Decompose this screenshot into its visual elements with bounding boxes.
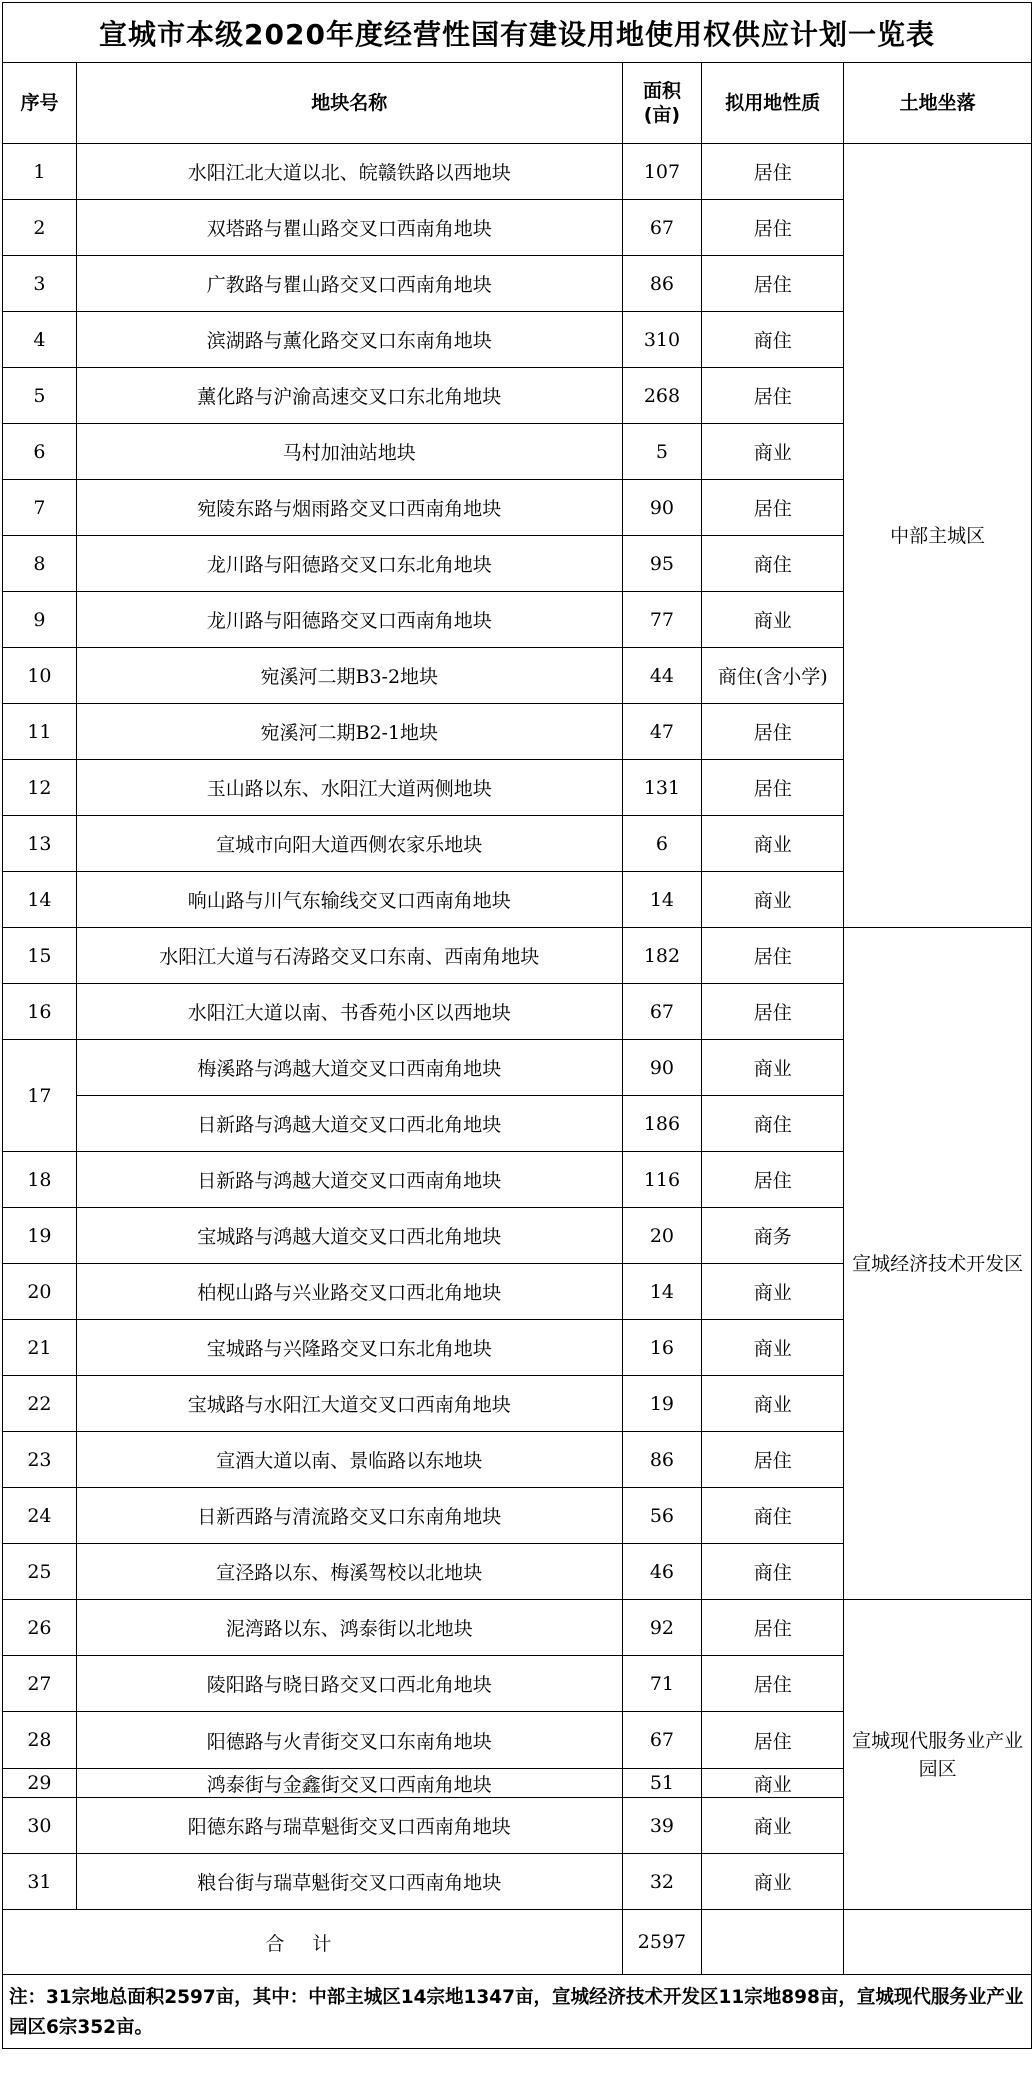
row-use: 商务 — [702, 1208, 844, 1264]
row-use: 商业 — [702, 1376, 844, 1432]
row-name: 阳德东路与瑞草魁街交叉口西南角地块 — [76, 1798, 622, 1854]
row-area: 6 — [622, 816, 702, 872]
row-area: 310 — [622, 312, 702, 368]
row-seq: 29 — [3, 1769, 77, 1798]
row-use: 居住 — [702, 928, 844, 984]
row-seq: 10 — [3, 648, 77, 704]
row-area: 44 — [622, 648, 702, 704]
row-use: 居住 — [702, 256, 844, 312]
row-use: 商业 — [702, 1040, 844, 1096]
row-use: 商住(含小学) — [702, 648, 844, 704]
row-name: 宝城路与兴隆路交叉口东北角地块 — [76, 1320, 622, 1376]
row-name: 宣酒大道以南、景临路以东地块 — [76, 1432, 622, 1488]
row-name: 泥湾路以东、鸿泰街以北地块 — [76, 1600, 622, 1656]
total-use-empty — [702, 1910, 844, 1975]
row-use: 居住 — [702, 480, 844, 536]
row-use: 商业 — [702, 1854, 844, 1910]
row-name: 薰化路与沪渝高速交叉口东北角地块 — [76, 368, 622, 424]
row-seq: 26 — [3, 1600, 77, 1656]
row-seq: 1 — [3, 144, 77, 200]
row-area: 77 — [622, 592, 702, 648]
row-area: 182 — [622, 928, 702, 984]
row-area: 51 — [622, 1769, 702, 1798]
row-area: 131 — [622, 760, 702, 816]
row-name: 广教路与瞿山路交叉口西南角地块 — [76, 256, 622, 312]
row-area: 268 — [622, 368, 702, 424]
row-seq: 22 — [3, 1376, 77, 1432]
row-seq: 27 — [3, 1656, 77, 1712]
row-area: 67 — [622, 200, 702, 256]
row-name: 宛溪河二期B2-1地块 — [76, 704, 622, 760]
row-name: 宝城路与鸿越大道交叉口西北角地块 — [76, 1208, 622, 1264]
total-label — [3, 1910, 623, 1975]
row-use: 商业 — [702, 424, 844, 480]
row-name: 龙川路与阳德路交叉口东北角地块 — [76, 536, 622, 592]
header-area-line1: 面积 — [642, 80, 681, 102]
row-name: 响山路与川气东输线交叉口西南角地块 — [76, 872, 622, 928]
row-location-econ: 宣城经济技术开发区 — [844, 928, 1032, 1600]
row-seq: 31 — [3, 1854, 77, 1910]
row-name: 日新西路与清流路交叉口东南角地块 — [76, 1488, 622, 1544]
row-use: 商业 — [702, 1320, 844, 1376]
land-supply-sheet — [2, 2, 1032, 2049]
row-seq: 14 — [3, 872, 77, 928]
header-use: 拟用地性质 — [702, 63, 844, 144]
row-seq: 6 — [3, 424, 77, 480]
row-area: 67 — [622, 1712, 702, 1769]
row-use: 居住 — [702, 144, 844, 200]
row-area: 16 — [622, 1320, 702, 1376]
row-use: 商住 — [702, 312, 844, 368]
row-name: 粮台街与瑞草魁街交叉口西南角地块 — [76, 1854, 622, 1910]
row-area: 186 — [622, 1096, 702, 1152]
row-seq: 11 — [3, 704, 77, 760]
row-area: 116 — [622, 1152, 702, 1208]
row-area: 71 — [622, 1656, 702, 1712]
row-use: 商业 — [702, 1769, 844, 1798]
row-use: 商业 — [702, 1798, 844, 1854]
row-area: 46 — [622, 1544, 702, 1600]
row-use: 商住 — [702, 1488, 844, 1544]
row-seq: 3 — [3, 256, 77, 312]
row-seq: 12 — [3, 760, 77, 816]
row-seq: 18 — [3, 1152, 77, 1208]
row-use: 商业 — [702, 816, 844, 872]
row-area: 14 — [622, 1264, 702, 1320]
row-use: 商住 — [702, 1096, 844, 1152]
row-seq: 25 — [3, 1544, 77, 1600]
row-seq: 8 — [3, 536, 77, 592]
row-seq: 15 — [3, 928, 77, 984]
row-name: 日新路与鸿越大道交叉口西北角地块 — [76, 1096, 622, 1152]
row-name: 柏枧山路与兴业路交叉口西北角地块 — [76, 1264, 622, 1320]
row-seq: 4 — [3, 312, 77, 368]
row-name: 水阳江北大道以北、皖赣铁路以西地块 — [76, 144, 622, 200]
row-name: 滨湖路与薰化路交叉口东南角地块 — [76, 312, 622, 368]
row-area: 90 — [622, 1040, 702, 1096]
land-supply-table — [2, 62, 1032, 1975]
total-area: 2597 — [622, 1910, 702, 1975]
row-area: 14 — [622, 872, 702, 928]
table-header-row — [3, 63, 1032, 144]
row-use: 商住 — [702, 536, 844, 592]
row-seq: 9 — [3, 592, 77, 648]
row-use: 商业 — [702, 1264, 844, 1320]
row-use: 商住 — [702, 1544, 844, 1600]
row-name: 龙川路与阳德路交叉口西南角地块 — [76, 592, 622, 648]
row-seq: 7 — [3, 480, 77, 536]
row-area: 67 — [622, 984, 702, 1040]
row-name: 水阳江大道以南、书香苑小区以西地块 — [76, 984, 622, 1040]
row-name: 宛陵东路与烟雨路交叉口西南角地块 — [76, 480, 622, 536]
row-seq: 23 — [3, 1432, 77, 1488]
row-seq: 16 — [3, 984, 77, 1040]
row-area: 32 — [622, 1854, 702, 1910]
row-name: 玉山路以东、水阳江大道两侧地块 — [76, 760, 622, 816]
row-seq: 21 — [3, 1320, 77, 1376]
row-area: 107 — [622, 144, 702, 200]
row-seq: 17 — [3, 1040, 77, 1152]
row-use: 居住 — [702, 368, 844, 424]
header-location: 土地坐落 — [844, 63, 1032, 144]
table-row — [3, 1600, 1032, 1656]
total-location-empty — [844, 1910, 1032, 1975]
footnote: 注：31宗地总面积2597亩，其中：中部主城区14宗地1347亩，宣城经济技术开发区11宗地898亩，宣城现代服务业产业园区6宗352亩。 — [2, 1975, 1032, 2049]
row-name: 宣城市向阳大道西侧农家乐地块 — [76, 816, 622, 872]
row-area: 86 — [622, 256, 702, 312]
row-use: 居住 — [702, 1712, 844, 1769]
row-location-central: 中部主城区 — [844, 144, 1032, 928]
row-area: 56 — [622, 1488, 702, 1544]
row-area: 19 — [622, 1376, 702, 1432]
header-seq: 序号 — [3, 63, 77, 144]
row-location-modern: 宣城现代服务业产业园区 — [844, 1600, 1032, 1910]
table-row — [3, 928, 1032, 984]
row-use: 居住 — [702, 1432, 844, 1488]
row-seq: 19 — [3, 1208, 77, 1264]
row-area: 20 — [622, 1208, 702, 1264]
row-name: 阳德路与火青街交叉口东南角地块 — [76, 1712, 622, 1769]
row-area: 90 — [622, 480, 702, 536]
row-use: 居住 — [702, 1600, 844, 1656]
row-use: 居住 — [702, 1656, 844, 1712]
row-use: 居住 — [702, 1152, 844, 1208]
row-name: 鸿泰街与金鑫街交叉口西南角地块 — [76, 1769, 622, 1798]
row-use: 居住 — [702, 704, 844, 760]
row-use: 商业 — [702, 592, 844, 648]
row-name: 日新路与鸿越大道交叉口西南角地块 — [76, 1152, 622, 1208]
row-area: 86 — [622, 1432, 702, 1488]
row-name: 宣泾路以东、梅溪驾校以北地块 — [76, 1544, 622, 1600]
row-use: 商业 — [702, 872, 844, 928]
row-name: 宛溪河二期B3-2地块 — [76, 648, 622, 704]
header-name: 地块名称 — [76, 63, 622, 144]
row-seq: 2 — [3, 200, 77, 256]
row-name: 马村加油站地块 — [76, 424, 622, 480]
row-use: 居住 — [702, 200, 844, 256]
total-row — [3, 1910, 1032, 1975]
row-area: 47 — [622, 704, 702, 760]
row-use: 居住 — [702, 760, 844, 816]
row-seq: 5 — [3, 368, 77, 424]
header-area — [622, 63, 702, 144]
row-seq: 20 — [3, 1264, 77, 1320]
row-seq: 30 — [3, 1798, 77, 1854]
table-row — [3, 144, 1032, 200]
row-name: 陵阳路与晓日路交叉口西北角地块 — [76, 1656, 622, 1712]
row-name: 宝城路与水阳江大道交叉口西南角地块 — [76, 1376, 622, 1432]
page-title: 宣城市本级2020年度经营性国有建设用地使用权供应计划一览表 — [2, 2, 1032, 62]
row-area: 39 — [622, 1798, 702, 1854]
row-name: 梅溪路与鸿越大道交叉口西南角地块 — [76, 1040, 622, 1096]
row-area: 95 — [622, 536, 702, 592]
row-area: 92 — [622, 1600, 702, 1656]
header-area-line2: (亩) — [643, 104, 681, 126]
row-seq: 28 — [3, 1712, 77, 1769]
row-area: 5 — [622, 424, 702, 480]
row-use: 居住 — [702, 984, 844, 1040]
row-seq: 24 — [3, 1488, 77, 1544]
row-seq: 13 — [3, 816, 77, 872]
row-name: 水阳江大道与石涛路交叉口东南、西南角地块 — [76, 928, 622, 984]
total-label-text: 合计 — [265, 1932, 360, 1955]
row-name: 双塔路与瞿山路交叉口西南角地块 — [76, 200, 622, 256]
